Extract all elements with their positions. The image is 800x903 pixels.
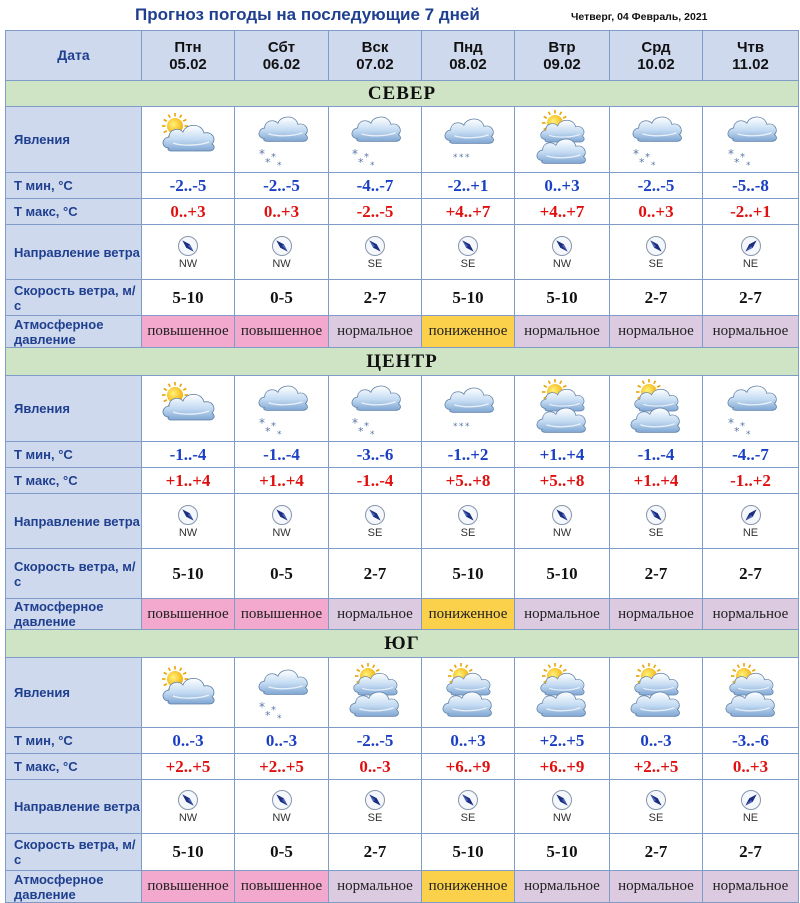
svg-text:*: *: [459, 421, 464, 432]
wind-dir-label: SE: [648, 812, 664, 824]
svg-text:*: *: [733, 424, 739, 438]
pressure-cell: нормальное: [703, 599, 799, 630]
tmax-row: [6, 468, 799, 494]
phenomena-label: Явления: [6, 658, 142, 728]
pressure-cell: нормальное: [703, 316, 799, 348]
wind-dir-label: SE: [648, 257, 664, 270]
tmax-cell: -2..-5: [329, 199, 422, 225]
wind-dir-cell: [329, 780, 422, 834]
wind-speed-cell: 5-10: [422, 280, 515, 316]
tmin-cell: -1..-4: [610, 442, 703, 468]
phenomena-row: [6, 658, 799, 728]
wind-speed-label: Скорость ветра, м/с: [6, 280, 142, 316]
tmin-cell: -3..-6: [703, 728, 799, 754]
wind-arrow-icon: [271, 504, 293, 526]
weather-cell: [142, 107, 235, 173]
svg-text:*: *: [364, 151, 369, 163]
cloud-snow-icon: [625, 110, 687, 170]
svg-text:*: *: [264, 424, 270, 438]
tmin-cell: -2..-5: [610, 173, 703, 199]
pressure-cell: нормальное: [329, 871, 422, 903]
wind-dir-cell: [515, 494, 610, 549]
tmax-cell: 0..-3: [329, 754, 422, 780]
wind-dir-label: NW: [272, 526, 291, 539]
svg-text:*: *: [258, 415, 265, 430]
tmin-cell: -4..-7: [703, 442, 799, 468]
svg-text:*: *: [639, 155, 645, 169]
day-header: [703, 31, 799, 81]
cloud-snow-icon: [251, 663, 313, 723]
wind-dir-cell: [703, 494, 799, 549]
tmin-cell: -4..-7: [329, 173, 422, 199]
tmin-cell: -2..-5: [235, 173, 329, 199]
wind-dir-cell: [610, 225, 703, 280]
wind-speed-cell: 0-5: [235, 549, 329, 599]
tmin-cell: -2..-5: [329, 728, 422, 754]
wind-dir-cell: [235, 225, 329, 280]
tmin-cell: -2..-5: [142, 173, 235, 199]
tmax-cell: 0..+3: [610, 199, 703, 225]
page-header: [0, 0, 800, 30]
wind-dir-cell: [235, 494, 329, 549]
weather-cell: [422, 658, 515, 728]
svg-text:*: *: [739, 420, 745, 432]
wind-dir-label: NW: [178, 812, 198, 824]
wind-dir-cell: [515, 225, 610, 280]
wind-arrow-icon: [551, 504, 573, 526]
svg-text:*: *: [358, 155, 364, 169]
sun-cloud-icon: [157, 663, 219, 723]
tmin-cell: +1..+4: [515, 442, 610, 468]
svg-text:*: *: [453, 421, 458, 432]
day-date: 05.02: [169, 55, 207, 73]
svg-text:*: *: [370, 429, 375, 439]
wind-arrow-icon: [645, 789, 667, 811]
svg-text:*: *: [358, 424, 364, 438]
wind-dir-label: NW: [552, 526, 572, 539]
weather-cell: [329, 107, 422, 173]
pressure-cell: повышенное: [142, 871, 235, 903]
wind-dir-cell: [703, 780, 799, 834]
wind-dir-label: Направление ветра: [6, 494, 142, 549]
wind-dir-cell: [142, 780, 235, 834]
tmax-cell: +5..+8: [422, 468, 515, 494]
day-date: 08.02: [449, 55, 487, 73]
cloud-light-snow-icon: [437, 110, 499, 170]
day-header: [142, 31, 235, 81]
pressure-cell: нормальное: [610, 316, 703, 348]
wind-dir-row: [6, 494, 799, 549]
wind-speed-cell: 2-7: [703, 280, 799, 316]
tmax-label: Т макс, °С: [6, 468, 142, 494]
wind-arrow-icon: [271, 789, 293, 811]
wind-dir-cell: [329, 225, 422, 280]
tmax-cell: 0..+3: [235, 199, 329, 225]
svg-text:*: *: [465, 152, 470, 163]
wind-arrow-icon: [364, 235, 386, 257]
wind-dir-cell: [142, 225, 235, 280]
svg-text:*: *: [352, 415, 358, 430]
tmax-label: Т макс, °С: [6, 199, 142, 225]
pressure-row: [6, 599, 799, 630]
svg-text:*: *: [739, 151, 745, 163]
cloud-snow-icon: [251, 110, 313, 170]
tmax-cell: +1..+4: [142, 468, 235, 494]
region-title: СЕВЕР: [6, 81, 799, 107]
wind-dir-label: SE: [367, 812, 383, 824]
pressure-cell: повышенное: [235, 316, 329, 348]
svg-text:*: *: [364, 420, 369, 432]
svg-text:*: *: [276, 429, 281, 439]
wind-dir-label: NE: [742, 812, 759, 824]
day-date: 10.02: [637, 55, 675, 73]
wind-speed-cell: 2-7: [329, 549, 422, 599]
svg-text:*: *: [745, 429, 750, 439]
weather-cell: [515, 658, 610, 728]
sun-clouds-icon: [437, 663, 499, 723]
wind-arrow-icon: [364, 789, 386, 811]
tmax-row: [6, 199, 799, 225]
weather-cell: [703, 658, 799, 728]
wind-speed-cell: 0-5: [235, 280, 329, 316]
wind-speed-cell: 5-10: [142, 280, 235, 316]
tmin-label: Т мин, °С: [6, 728, 142, 754]
wind-dir-label: SE: [460, 526, 476, 539]
wind-speed-cell: 5-10: [422, 834, 515, 871]
day-name: Срд: [641, 38, 671, 56]
day-header: [422, 31, 515, 81]
wind-arrow-icon: [645, 235, 667, 257]
phenomena-label: Явления: [6, 376, 142, 442]
tmin-cell: 0..-3: [610, 728, 703, 754]
tmax-cell: +2..+5: [142, 754, 235, 780]
forecast-table: [5, 30, 799, 903]
pressure-label: Атмосферное давление: [6, 599, 142, 630]
cloud-snow-icon: [344, 110, 406, 170]
svg-text:*: *: [276, 160, 281, 170]
wind-arrow-icon: [271, 235, 293, 257]
date-header-row: [6, 31, 799, 81]
wind-dir-label: NE: [742, 526, 759, 539]
wind-speed-cell: 5-10: [142, 834, 235, 871]
tmax-cell: 0..+3: [142, 199, 235, 225]
sun-clouds-icon: [344, 663, 406, 723]
tmax-cell: +1..+4: [610, 468, 703, 494]
wind-dir-label: NW: [178, 526, 198, 539]
region-header-row: [6, 81, 799, 107]
wind-speed-cell: 5-10: [142, 549, 235, 599]
wind-speed-cell: 5-10: [515, 834, 610, 871]
pressure-cell: повышенное: [142, 316, 235, 348]
pressure-cell: повышенное: [142, 599, 235, 630]
weather-cell: [422, 107, 515, 173]
wind-arrow-icon: [740, 789, 762, 811]
region-title: ЦЕНТР: [6, 348, 799, 376]
wind-speed-row: [6, 280, 799, 316]
wind-dir-label: Направление ветра: [6, 780, 142, 834]
svg-text:*: *: [264, 708, 270, 722]
day-name: Вск: [361, 38, 389, 56]
wind-arrow-icon: [177, 789, 199, 811]
wind-speed-cell: 2-7: [329, 280, 422, 316]
wind-dir-label: NW: [272, 257, 291, 270]
day-date: 09.02: [543, 55, 581, 73]
wind-dir-label: SE: [648, 526, 664, 539]
day-header: [235, 31, 329, 81]
wind-dir-label: NW: [272, 812, 291, 824]
wind-dir-cell: [142, 494, 235, 549]
pressure-cell: повышенное: [235, 871, 329, 903]
wind-arrow-icon: [457, 504, 479, 526]
wind-speed-cell: 5-10: [515, 549, 610, 599]
sun-clouds-icon: [625, 663, 687, 723]
tmin-cell: -3..-6: [329, 442, 422, 468]
svg-text:*: *: [270, 420, 276, 432]
pressure-cell: пониженное: [422, 871, 515, 903]
tmin-cell: -2..+1: [422, 173, 515, 199]
current-date: Четверг, 04 Февраль, 2021: [571, 11, 708, 23]
region-header-row: [6, 348, 799, 376]
wind-dir-label: NW: [552, 257, 572, 270]
pressure-cell: нормальное: [329, 599, 422, 630]
wind-arrow-icon: [740, 235, 762, 257]
sun-cloud-icon: [157, 110, 219, 170]
tmin-label: Т мин, °С: [6, 173, 142, 199]
pressure-row: [6, 316, 799, 348]
tmin-cell: -1..-4: [142, 442, 235, 468]
pressure-label: Атмосферное давление: [6, 316, 142, 348]
tmin-row: [6, 173, 799, 199]
svg-text:*: *: [453, 152, 458, 163]
wind-arrow-icon: [364, 504, 386, 526]
wind-dir-label: Направление ветра: [6, 225, 142, 280]
wind-dir-label: SE: [367, 257, 383, 270]
weather-cell: [703, 376, 799, 442]
pressure-cell: пониженное: [422, 316, 515, 348]
weather-cell: [235, 107, 329, 173]
wind-speed-cell: 2-7: [703, 549, 799, 599]
wind-dir-cell: [610, 780, 703, 834]
weather-cell: [329, 658, 422, 728]
tmax-cell: +4..+7: [515, 199, 610, 225]
svg-text:*: *: [727, 415, 734, 430]
day-header: [610, 31, 703, 81]
wind-dir-label: NW: [178, 257, 198, 270]
weather-cell: [142, 658, 235, 728]
wind-dir-cell: [610, 494, 703, 549]
cloud-snow-icon: [344, 379, 406, 439]
tmin-cell: 0..+3: [515, 173, 610, 199]
day-name: Чтв: [736, 38, 765, 56]
wind-dir-label: NE: [742, 257, 759, 270]
wind-dir-cell: [329, 494, 422, 549]
wind-arrow-icon: [551, 235, 573, 257]
svg-text:*: *: [258, 146, 265, 161]
sun-clouds-icon: [531, 379, 593, 439]
wind-speed-cell: 0-5: [235, 834, 329, 871]
day-name: Пнд: [453, 38, 483, 56]
date-column-header: Дата: [6, 31, 142, 81]
wind-speed-cell: 2-7: [703, 834, 799, 871]
wind-dir-cell: [235, 780, 329, 834]
wind-speed-cell: 2-7: [610, 280, 703, 316]
day-date: 06.02: [262, 55, 301, 73]
pressure-cell: пониженное: [422, 599, 515, 630]
svg-text:*: *: [264, 155, 270, 169]
weather-cell: [142, 376, 235, 442]
cloud-light-snow-icon: [437, 379, 499, 439]
pressure-cell: повышенное: [235, 599, 329, 630]
weather-cell: [422, 376, 515, 442]
wind-speed-cell: 2-7: [610, 834, 703, 871]
weather-cell: [235, 376, 329, 442]
wind-arrow-icon: [457, 235, 479, 257]
wind-dir-cell: [422, 780, 515, 834]
wind-arrow-icon: [177, 504, 199, 526]
wind-dir-cell: [703, 225, 799, 280]
wind-dir-cell: [515, 780, 610, 834]
day-header: [329, 31, 422, 81]
wind-dir-row: [6, 780, 799, 834]
tmin-row: [6, 728, 799, 754]
wind-speed-cell: 5-10: [515, 280, 610, 316]
tmax-cell: +5..+8: [515, 468, 610, 494]
svg-text:*: *: [465, 421, 470, 432]
wind-speed-cell: 2-7: [610, 549, 703, 599]
pressure-row: [6, 871, 799, 903]
wind-dir-label: SE: [460, 812, 476, 824]
wind-arrow-icon: [551, 789, 573, 811]
tmin-label: Т мин, °С: [6, 442, 142, 468]
day-name: Втр: [548, 38, 576, 56]
cloud-snow-icon: [251, 379, 313, 439]
wind-dir-row: [6, 225, 799, 280]
wind-arrow-icon: [645, 504, 667, 526]
wind-dir-label: SE: [460, 257, 476, 270]
svg-text:*: *: [352, 146, 358, 161]
pressure-cell: нормальное: [610, 871, 703, 903]
pressure-cell: нормальное: [515, 599, 610, 630]
region-header-row: [6, 630, 799, 658]
svg-text:*: *: [651, 160, 656, 170]
wind-dir-cell: [422, 225, 515, 280]
weather-cell: [235, 658, 329, 728]
tmax-cell: -2..+1: [703, 199, 799, 225]
wind-arrow-icon: [457, 789, 479, 811]
wind-dir-label: NW: [552, 812, 572, 824]
tmax-label: Т макс, °С: [6, 754, 142, 780]
svg-text:*: *: [270, 704, 276, 716]
pressure-cell: нормальное: [515, 316, 610, 348]
sun-clouds-icon: [531, 110, 593, 170]
sun-clouds-icon: [720, 663, 782, 723]
tmin-row: [6, 442, 799, 468]
svg-text:*: *: [459, 152, 464, 163]
svg-text:*: *: [270, 151, 276, 163]
svg-text:*: *: [727, 146, 734, 161]
tmax-cell: 0..+3: [703, 754, 799, 780]
cloud-snow-icon: [720, 110, 782, 170]
day-name: Сбт: [267, 38, 296, 56]
weather-cell: [515, 107, 610, 173]
wind-speed-cell: 2-7: [329, 834, 422, 871]
weather-cell: [515, 376, 610, 442]
wind-speed-cell: 5-10: [422, 549, 515, 599]
phenomena-row: [6, 376, 799, 442]
sun-clouds-icon: [531, 663, 593, 723]
weather-cell: [610, 107, 703, 173]
tmax-cell: +1..+4: [235, 468, 329, 494]
pressure-cell: нормальное: [329, 316, 422, 348]
svg-text:*: *: [733, 155, 739, 169]
pressure-cell: нормальное: [515, 871, 610, 903]
weather-cell: [610, 658, 703, 728]
wind-arrow-icon: [740, 504, 762, 526]
tmax-cell: -1..+2: [703, 468, 799, 494]
svg-text:*: *: [276, 713, 281, 723]
tmin-cell: 0..-3: [142, 728, 235, 754]
tmax-cell: +2..+5: [610, 754, 703, 780]
weather-cell: [610, 376, 703, 442]
phenomena-row: [6, 107, 799, 173]
tmin-cell: -1..-4: [235, 442, 329, 468]
tmin-cell: +2..+5: [515, 728, 610, 754]
weather-cell: [329, 376, 422, 442]
tmin-cell: 0..+3: [422, 728, 515, 754]
day-header: [515, 31, 610, 81]
svg-text:*: *: [633, 146, 639, 161]
svg-text:*: *: [370, 160, 375, 170]
wind-speed-label: Скорость ветра, м/с: [6, 834, 142, 871]
tmax-cell: -1..-4: [329, 468, 422, 494]
day-date: 11.02: [732, 55, 769, 73]
tmin-cell: -5..-8: [703, 173, 799, 199]
pressure-label: Атмосферное давление: [6, 871, 142, 903]
tmin-cell: 0..-3: [235, 728, 329, 754]
pressure-cell: нормальное: [703, 871, 799, 903]
tmax-row: [6, 754, 799, 780]
tmin-cell: -1..+2: [422, 442, 515, 468]
tmax-cell: +2..+5: [235, 754, 329, 780]
weather-cell: [703, 107, 799, 173]
wind-arrow-icon: [177, 235, 199, 257]
page-title: Прогноз погоды на последующие 7 дней: [135, 5, 480, 24]
phenomena-label: Явления: [6, 107, 142, 173]
region-title: ЮГ: [6, 630, 799, 658]
svg-text:*: *: [745, 160, 750, 170]
tmax-cell: +6..+9: [422, 754, 515, 780]
pressure-cell: нормальное: [610, 599, 703, 630]
wind-speed-row: [6, 834, 799, 871]
sun-cloud-icon: [157, 379, 219, 439]
day-name: Птн: [174, 38, 202, 56]
tmax-cell: +4..+7: [422, 199, 515, 225]
wind-speed-label: Скорость ветра, м/с: [6, 549, 142, 599]
cloud-snow-icon: [720, 379, 782, 439]
sun-clouds-icon: [625, 379, 687, 439]
wind-speed-row: [6, 549, 799, 599]
wind-dir-label: SE: [367, 526, 383, 539]
tmax-cell: +6..+9: [515, 754, 610, 780]
svg-text:*: *: [645, 151, 650, 163]
wind-dir-cell: [422, 494, 515, 549]
svg-text:*: *: [258, 699, 265, 714]
day-date: 07.02: [356, 55, 394, 73]
